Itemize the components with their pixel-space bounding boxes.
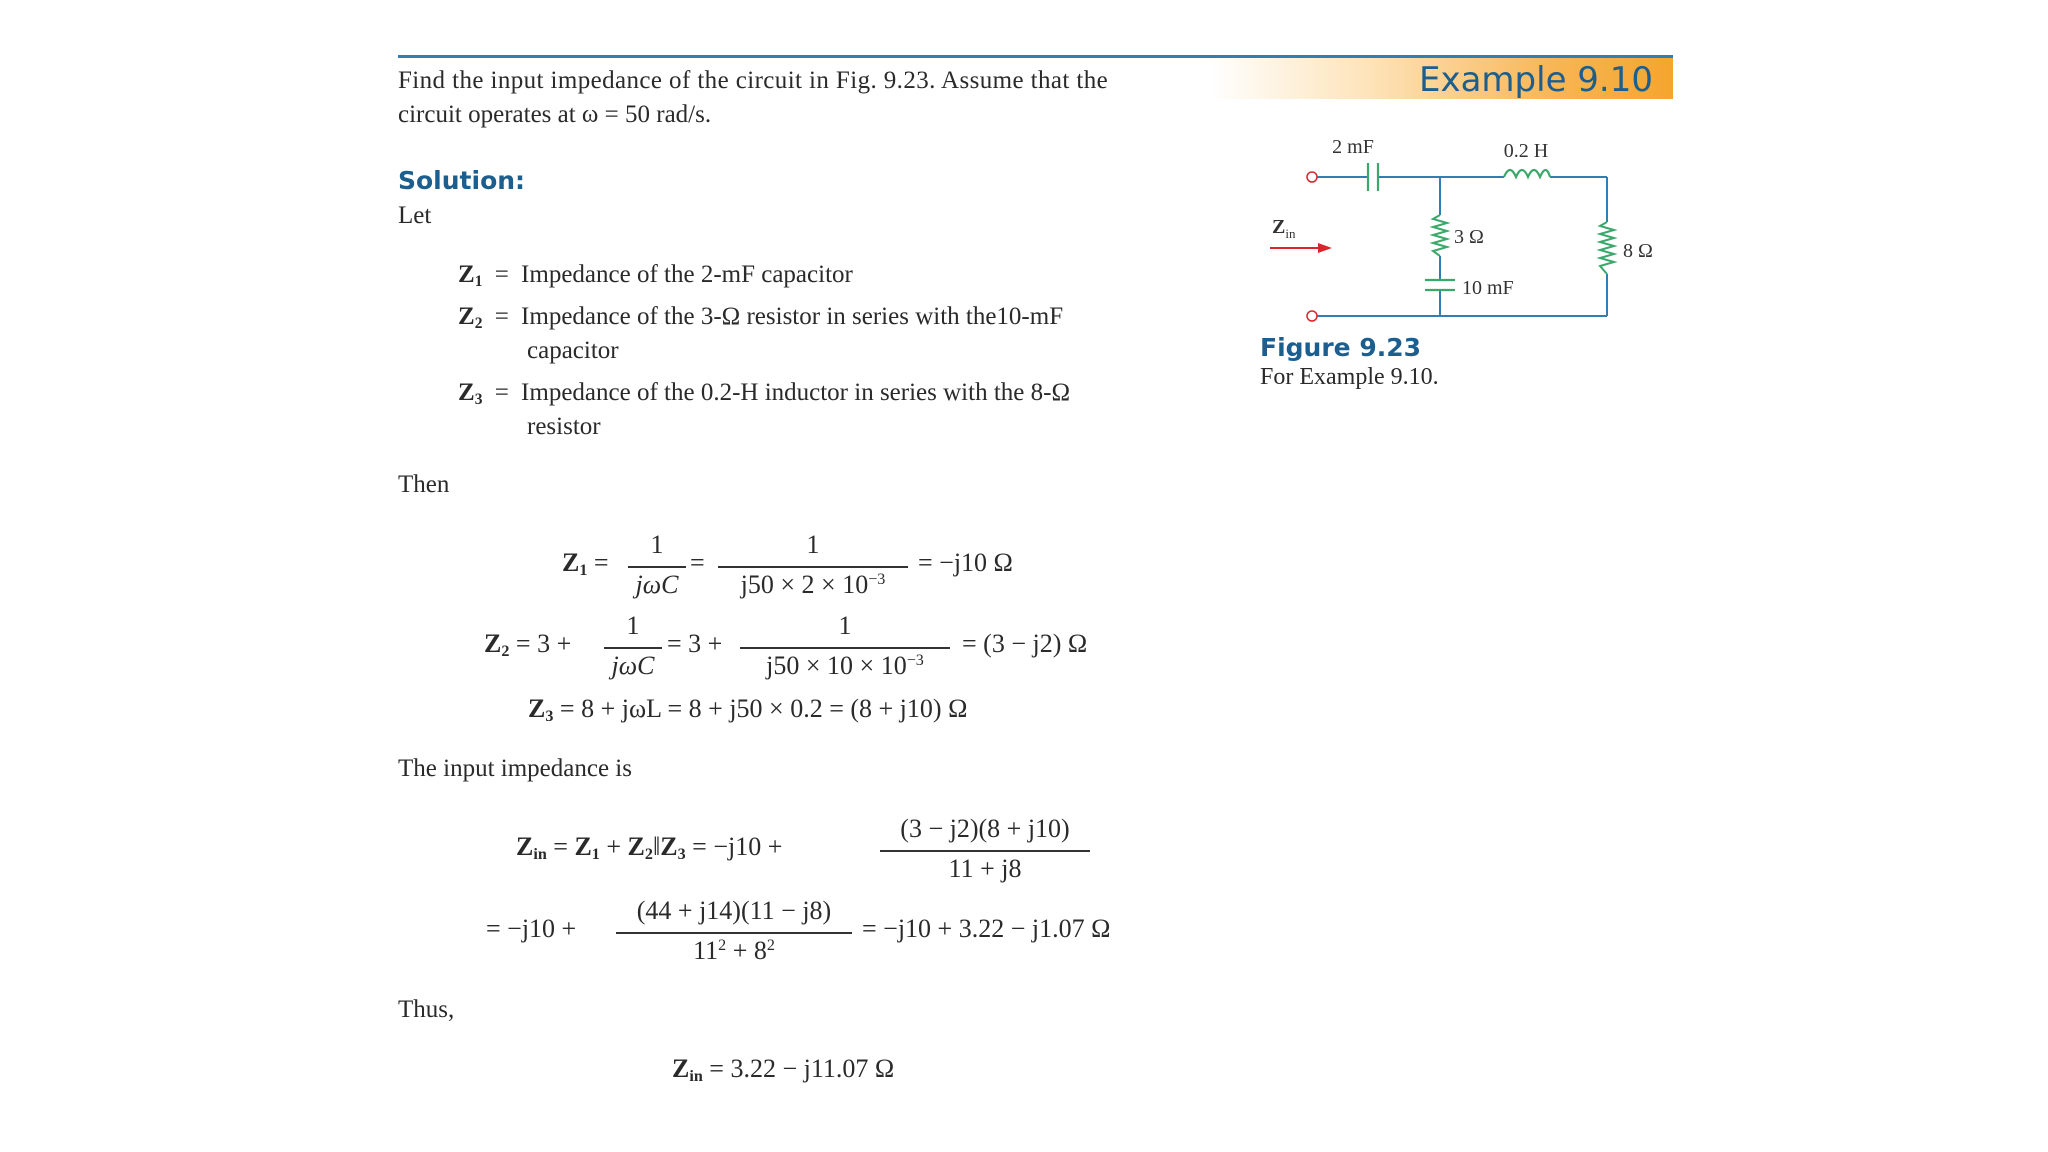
eq-z1-frac1-bar xyxy=(628,566,686,568)
thus-text: Thus, xyxy=(398,996,455,1023)
label-inductor: 0.2 H xyxy=(1503,140,1549,162)
circuit-diagram xyxy=(1260,125,1680,340)
problem-line-2: circuit operates at ω = 50 rad/s. xyxy=(398,101,712,128)
zin-arrow-head xyxy=(1318,243,1332,253)
def-z2-text-cont: capacitor xyxy=(527,337,619,364)
definition-z1 xyxy=(458,258,853,299)
eq-z1-rhs: = −j10 Ω xyxy=(918,548,1013,577)
inductor-symbol xyxy=(1504,170,1550,177)
eq-zin2-pre: = −j10 + xyxy=(486,914,577,943)
eq-zin2-den: $11^2 + 8^2$ xyxy=(693,936,775,965)
def-z1-symbol: $Z_1$ xyxy=(458,261,483,290)
eq-z2-frac2-bar xyxy=(740,647,950,649)
final-lhs: $Z_{in}$ xyxy=(672,1054,703,1086)
problem-statement xyxy=(398,64,1108,132)
solution-heading: Solution: xyxy=(398,166,526,195)
eq-z2-frac2-num: 1 xyxy=(838,611,852,640)
final-answer xyxy=(672,1054,894,1086)
problem-line-1: Find the input impedance of the circuit in Fig. 9.23. Assume that the xyxy=(398,67,1109,94)
eq-z2-frac2-den: $j50 \times 10 \times 10^{-3}$ xyxy=(766,651,924,680)
eq-zin1-lhs: $Z_{in} = Z_1$ + $Z_2‖Z_3 = -j10$ + xyxy=(516,832,783,864)
final-rhs: = 3.22 − j11.07 Ω xyxy=(709,1054,895,1083)
eq-z2-frac1-bar xyxy=(604,647,662,649)
resistor-8ohm-symbol xyxy=(1600,222,1614,274)
eq-z2-mid: = 3 + xyxy=(667,629,723,658)
eq-zin1-num: (3 − j2)(8 + j10) xyxy=(900,814,1070,843)
eq-z1-frac1-den: jωC xyxy=(635,570,679,599)
eq-z1-equals2: = xyxy=(690,548,705,577)
def-z2-text: Impedance of the 3-Ω resistor in series with the10-mF xyxy=(521,303,1064,330)
def-z3-equals: = xyxy=(494,379,509,406)
let-text: Let xyxy=(398,202,432,229)
def-z3-text-cont: resistor xyxy=(527,413,601,440)
eq-z3-rhs: = 8 + jωL = 8 + j50 × 0.2 = (8 + j10) Ω xyxy=(559,694,968,723)
eq-z1-frac2-bar xyxy=(718,566,908,568)
example-banner xyxy=(1210,58,1673,99)
figure-caption: For Example 9.10. xyxy=(1260,364,1439,390)
example-label: Example 9.10 xyxy=(1418,60,1653,100)
input-impedance-text: The input impedance is xyxy=(398,755,632,782)
label-zin: $Z_{in}$ xyxy=(1272,216,1296,241)
terminal-bottom xyxy=(1307,311,1317,321)
def-z2-equals: = xyxy=(494,303,509,330)
eq-z2-rhs: = (3 − j2) Ω xyxy=(962,629,1088,658)
capacitor-2mf-symbol xyxy=(1368,163,1378,191)
label-cap-10mf: 10 mF xyxy=(1462,277,1514,299)
def-z3-text: Impedance of the 0.2-H inductor in series with the 8-Ω xyxy=(521,379,1071,406)
eq-z1-frac1-num: 1 xyxy=(650,530,664,559)
eq-z2-frac1-den: jωC xyxy=(611,651,655,680)
then-text: Then xyxy=(398,471,450,498)
eq-z1-frac2-den: $j50 \times 2 \times 10^{-3}$ xyxy=(740,570,886,599)
eq-zin2-bar xyxy=(616,932,852,934)
def-z1-equals: = xyxy=(494,261,509,288)
eq-zin1-bar xyxy=(880,850,1090,852)
eq-z2-lhs: $Z_2 = 3$ + xyxy=(484,629,572,661)
label-cap-2mf: 2 mF xyxy=(1332,136,1374,158)
figure-title: Figure 9.23 xyxy=(1260,333,1422,362)
def-z3-symbol: $Z_3$ xyxy=(458,379,483,408)
eq-z2-frac1-num: 1 xyxy=(626,611,640,640)
capacitor-10mf-symbol xyxy=(1425,280,1455,290)
resistor-3ohm-symbol xyxy=(1433,215,1447,256)
def-z1-text: Impedance of the 2-mF capacitor xyxy=(521,261,853,288)
label-res-8ohm: 8 Ω xyxy=(1623,240,1653,262)
eq-z3-lhs: $Z_3$ xyxy=(528,694,554,726)
equation-z3 xyxy=(528,694,967,726)
eq-z1-frac2-num: 1 xyxy=(806,530,820,559)
terminal-top xyxy=(1307,172,1317,182)
def-z2-symbol: $Z_2$ xyxy=(458,303,483,332)
eq-zin2-rhs: = −j10 + 3.22 − j1.07 Ω xyxy=(862,914,1111,943)
eq-zin2-num: (44 + j14)(11 − j8) xyxy=(636,896,832,925)
label-res-3ohm: 3 Ω xyxy=(1454,226,1484,248)
eq-zin1-den: 11 + j8 xyxy=(948,854,1022,883)
eq-z1-lhs: $Z_1$ = xyxy=(562,548,609,580)
